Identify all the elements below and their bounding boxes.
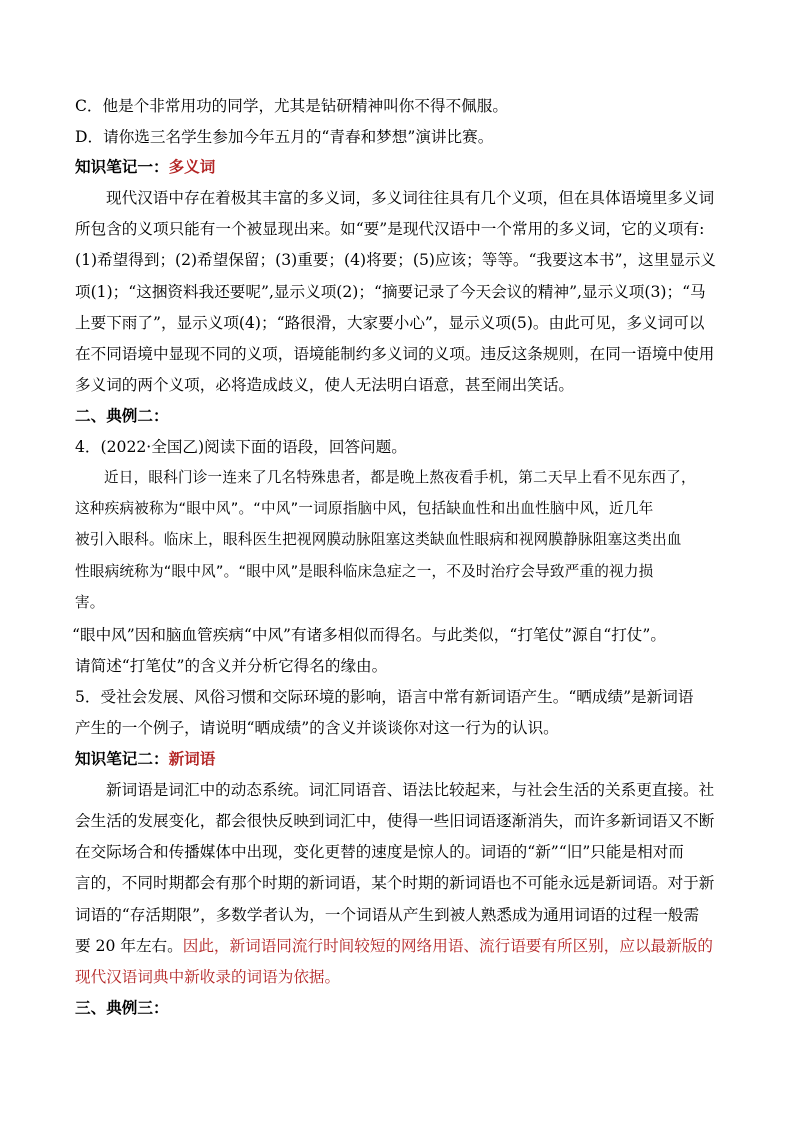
para-line: 所包含的义项只能有一个被显现出来。如“要”是现代汉语中一个常用的多义词，它的义项有: <box>75 220 705 238</box>
passage-line: 害。 <box>75 594 105 611</box>
note1-label: 知识笔记一： <box>75 157 169 176</box>
note2-label: 知识笔记二： <box>75 749 169 768</box>
section-2-heading: 二、典例二： <box>75 406 169 425</box>
question-4-ask: “眼中风”因和脑血管疾病“中风”有诸多相似而得名。与此类似，“打笔仗”源自“打仗”。 <box>72 626 666 644</box>
question-4-ask: 请简述“打笔仗”的含义并分析它得名的缘由。 <box>75 657 388 675</box>
question-4: 4．(2022·全国乙)阅读下面的语段，回答问题。 <box>75 438 407 456</box>
para-highlight: 现代汉语词典中新收录的词语为依据。 <box>75 968 341 986</box>
para-line <box>75 936 713 956</box>
question-5: 产生的一个例子，请说明“晒成绩”的含义并谈谈你对这一行为的认识。 <box>75 719 559 737</box>
para-line: 上要下雨了”，显示义项(4)；“路很滑，大家要小心”，显示义项(5)。由此可见，多义词可以 <box>75 314 705 332</box>
passage-line: 这种疾病被称为“眼中风”。“中风”一词原指脑中风，包括缺血性和出血性脑中风，近几年 <box>75 500 654 517</box>
option-d: D．请你选三名学生参加今年五月的“青春和梦想”演讲比赛。 <box>75 128 494 146</box>
passage-line: 性眼病统称为“眼中风”。“眼中风”是眼科临床急症之一，不及时治疗会导致严重的视力损 <box>75 563 654 580</box>
para-line: 现代汉语中存在着极其丰富的多义词，多义词往往具有几个义项，但在具体语境里多义词 <box>106 189 715 207</box>
para-line: 在交际场合和传播媒体中出现，变化更替的速度是惊人的。词语的“新”“旧”只能是相对而 <box>75 843 684 861</box>
note1-heading <box>75 157 215 177</box>
para-line: 言的，不同时期都会有那个时期的新词语，某个时期的新词语也不可能永远是新词语。对于新 <box>75 874 715 892</box>
para-line: 新词语是词汇中的动态系统。词汇同语音、语法比较起来，与社会生活的关系更直接。社 <box>106 781 715 799</box>
para-line: 多义词的两个义项，必将造成歧义，使人无法明白语意，甚至闹出笑话。 <box>75 376 575 394</box>
note2-topic: 新词语 <box>168 749 216 768</box>
note1-topic: 多义词 <box>168 157 216 176</box>
para-line: 词语的“存活期限”，多数学者认为，一个词语从产生到被人熟悉成为通用词语的过程一般需 <box>75 906 700 924</box>
para-line: (1)希望得到；(2)希望保留；(3)重要；(4)将要；(5)应该；等等。“我要这本书”，这里显示义 <box>75 251 716 269</box>
para-line: 会生活的发展变化，都会很快反映到词汇中，使得一些旧词语逐渐消失，而许多新词语又不断 <box>75 812 715 830</box>
section-3-heading: 三、典例三： <box>75 998 169 1017</box>
option-c: C．他是个非常用功的同学，尤其是钻研精神叫你不得不佩服。 <box>75 97 508 115</box>
passage-line: 近日，眼科门诊一连来了几名特殊患者，都是晚上熬夜看手机，第二天早上看不见东西了， <box>104 469 696 486</box>
para-text: 要 20 年左右。 <box>75 937 183 955</box>
note2-heading <box>75 749 215 769</box>
para-highlight: 因此，新词语同流行时间较短的网络用语、流行语要有所区别，应以最新版的 <box>182 937 713 955</box>
para-line: 项(1)；“这捆资料我还要呢”,显示义项(2)；“摘要记录了今天会议的精神”,显示义项(3)；“马 <box>75 283 706 301</box>
passage-line: 被引入眼科。临床上，眼科医生把视网膜动脉阻塞这类缺血性眼病和视网膜静脉阻塞这类出血 <box>75 531 682 548</box>
question-5: 5．受社会发展、风俗习惯和交际环境的影响，语言中常有新词语产生。“晒成绩”是新词语 <box>75 688 694 706</box>
para-line: 在不同语境中显现不同的义项，语境能制约多义词的义项。违反这条规则，在同一语境中使用 <box>75 345 715 363</box>
